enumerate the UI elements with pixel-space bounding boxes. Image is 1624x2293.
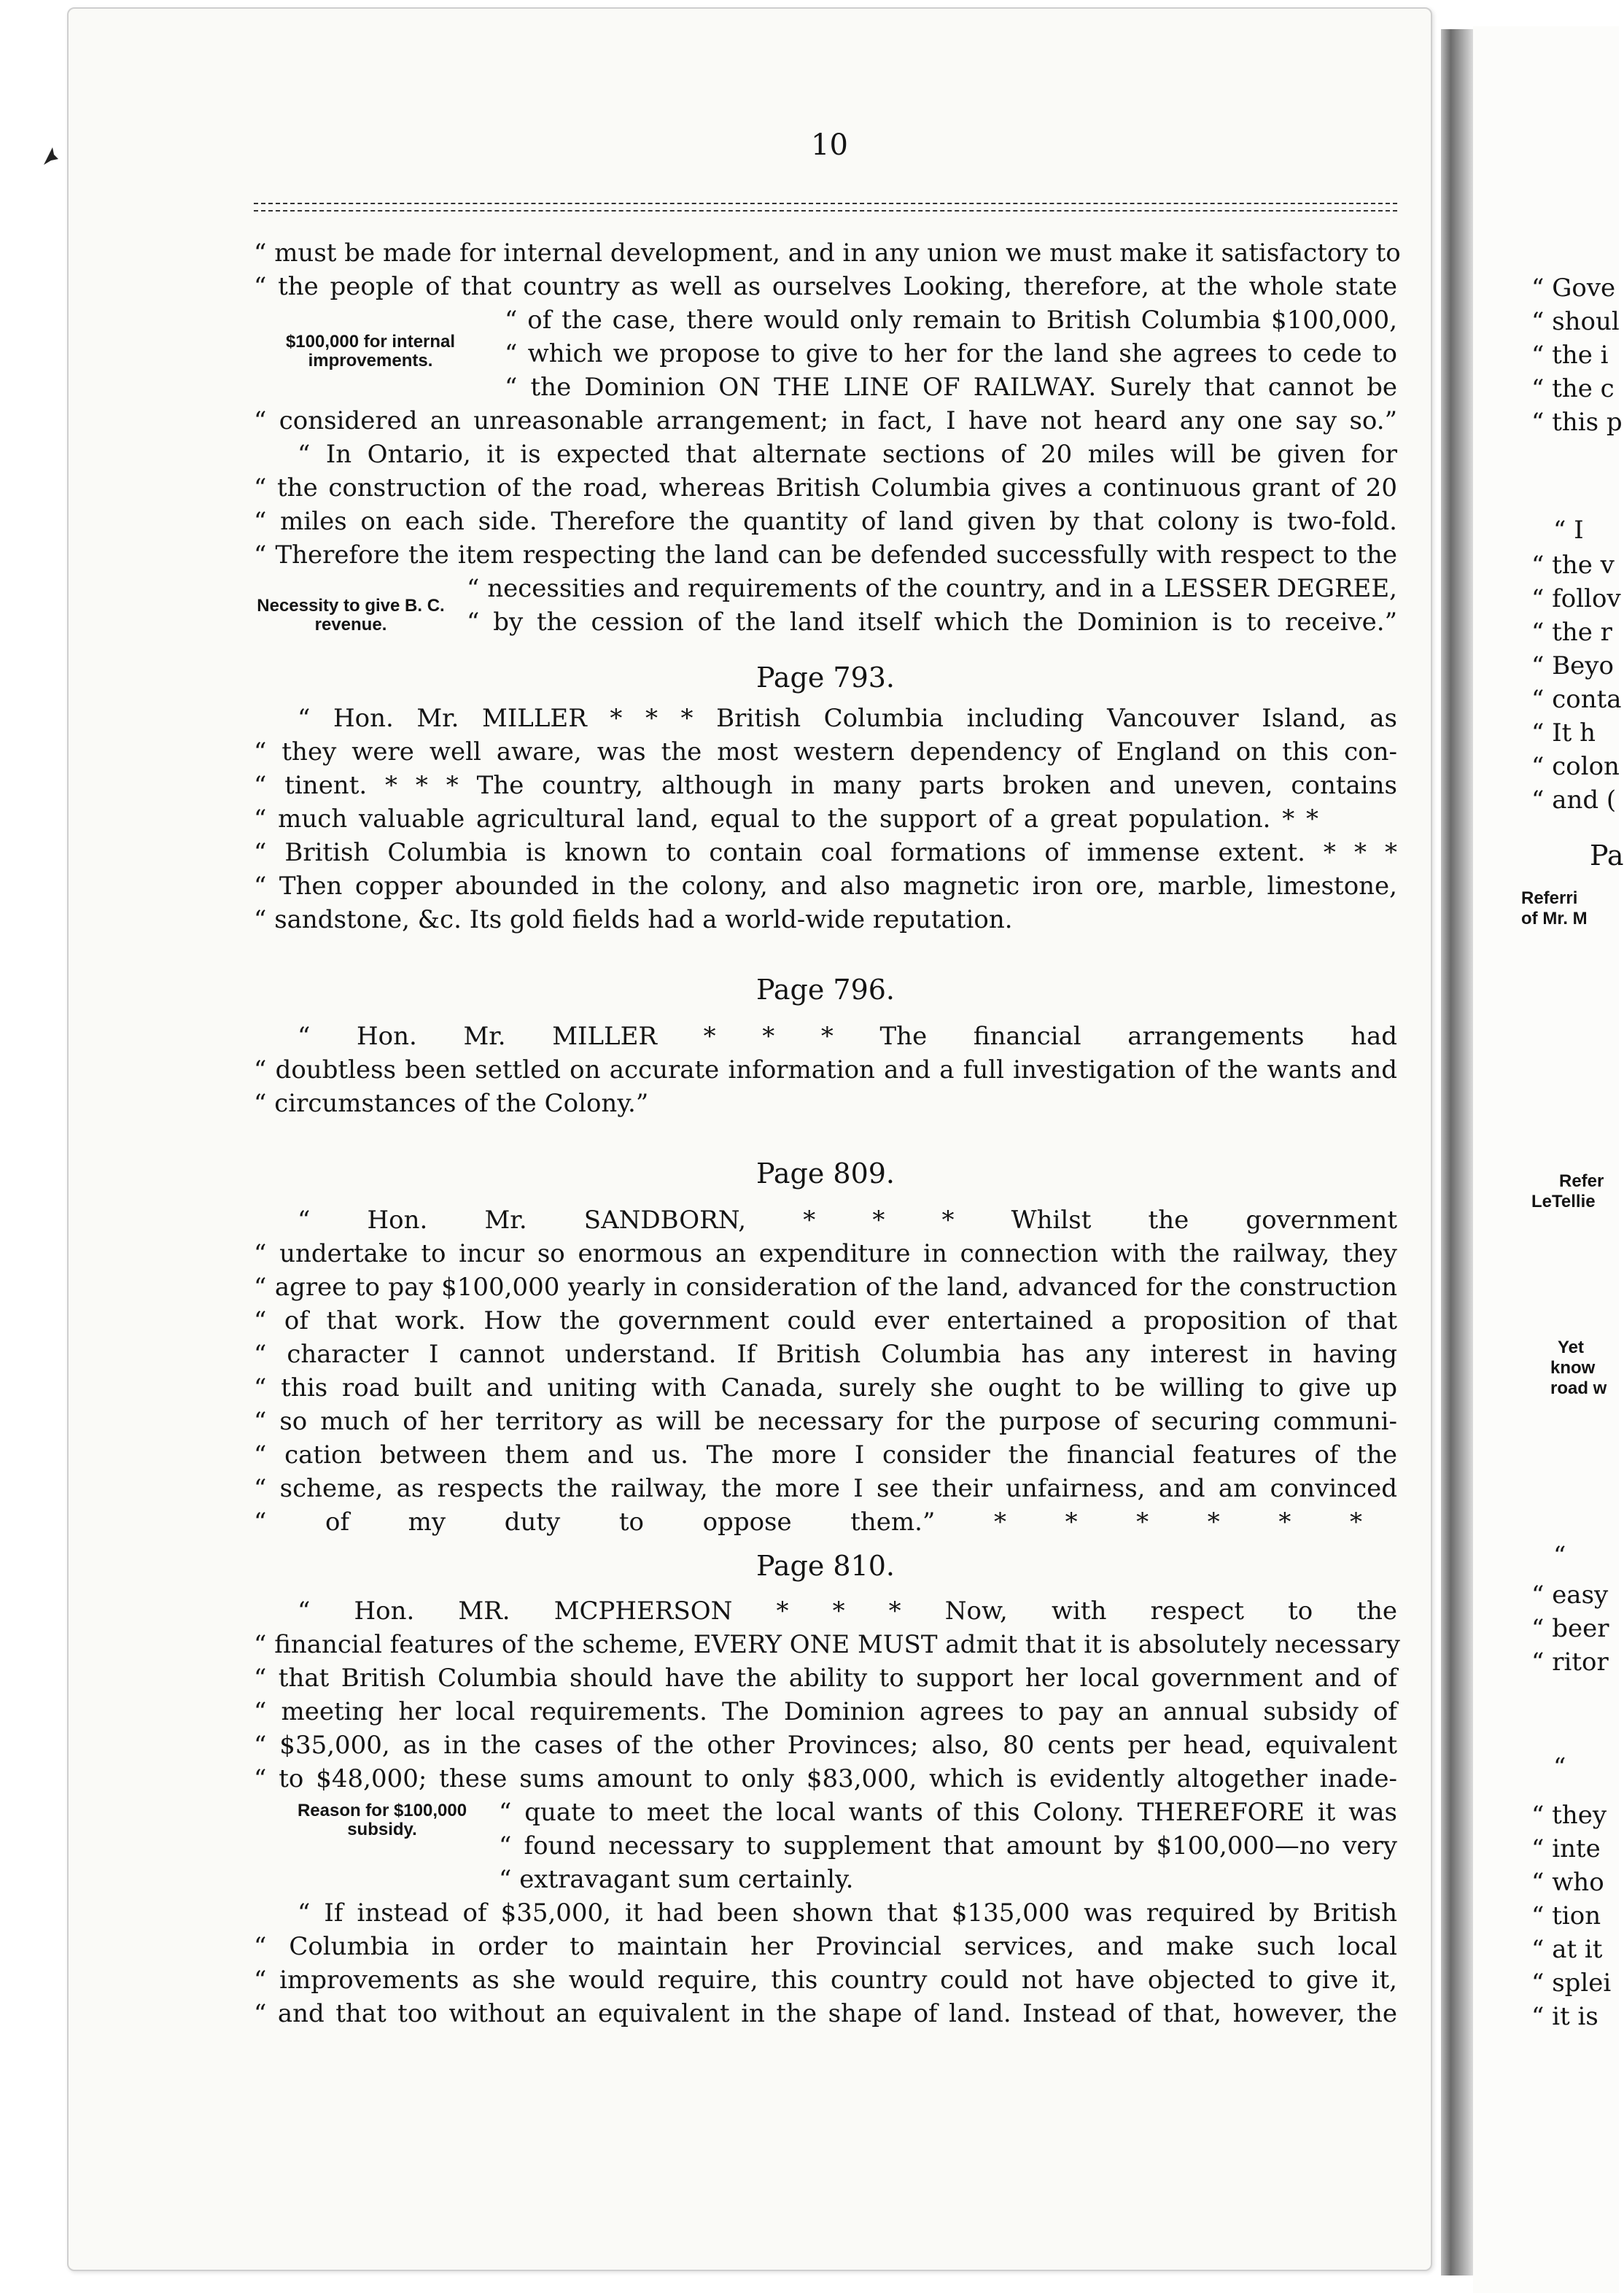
text-line: “ financial features of the scheme, EVERY ONE MUST admit that it is absolutely necessary (254, 1630, 1400, 1659)
adjacent-text: “ shoul (1531, 307, 1620, 336)
text-line: “ of my duty to oppose them.” * * * * * * (254, 1508, 1362, 1537)
text-line: “ by the cession of the land itself which the Dominion is to receive.” (467, 608, 1397, 637)
adjacent-text: “ (1553, 1753, 1566, 1782)
text-line: “ miles on each side. Therefore the quantity of land given by that colony is two-fold. (254, 507, 1397, 536)
adjacent-text: “ inte (1531, 1834, 1601, 1863)
adjacent-text: “ I (1553, 516, 1584, 545)
text-line: “ of that work. How the government could ever entertained a proposition of that (254, 1306, 1397, 1335)
page-number: 10 (811, 128, 848, 162)
text-line: “ quate to meet the local wants of this Colony. THEREFORE it was (499, 1798, 1397, 1827)
adjacent-text: “ follov (1531, 584, 1621, 613)
text-line: “ sandstone, &c. Its gold fields had a world-wide reputation. (254, 905, 1013, 934)
adjacent-text: “ tion (1531, 1901, 1601, 1931)
text-line: “ Then copper abounded in the colony, and also magnetic iron ore, marble, limestone, (254, 872, 1397, 901)
text-line: “ undertake to incur so enormous an expenditure in connection with the railway, they (254, 1239, 1397, 1268)
adjacent-heading: Pa (1590, 839, 1624, 872)
text-line: “ Hon. Mr. SANDBORN, * * * Whilst the government (298, 1206, 1397, 1235)
adjacent-text: “ the r (1531, 618, 1612, 647)
text-line: “ Hon. Mr. MILLER * * * The financial arrangements had (298, 1022, 1397, 1051)
text-line: “ to $48,000; these sums amount to only $83,000, which is evidently altogether inade- (254, 1764, 1397, 1793)
text-line: “ improvements as she would require, this country could not have objected to give it, (254, 1966, 1397, 1995)
adjacent-text: “ who (1531, 1868, 1604, 1897)
text-line: “ they were well aware, was the most western dependency of England on this con- (254, 737, 1397, 767)
text-line: “ extravagant sum certainly. (499, 1865, 854, 1894)
text-line: “ scheme, as respects the railway, the more I see their unfairness, and am convinced (254, 1474, 1397, 1503)
adjacent-text: “ the c (1531, 374, 1615, 403)
text-line: “ If instead of $35,000, it had been shown that $135,000 was required by British (298, 1898, 1397, 1928)
adjacent-text: “ easy (1531, 1580, 1609, 1610)
text-line: “ much valuable agricultural land, equal to the support of a great population. * * (254, 804, 1318, 834)
text-line: “ character I cannot understand. If British Columbia has any interest in having (254, 1340, 1397, 1369)
text-line: “ the Dominion ON THE LINE OF RAILWAY. Surely that cannot be (505, 373, 1397, 402)
text-line: “ and that too without an equivalent in the shape of land. Instead of that, however, the (254, 1999, 1397, 2028)
text-line: “ so much of her territory as will be necessary for the purpose of securing communi- (254, 1407, 1397, 1436)
text-line: “ In Ontario, it is expected that alternate sections of 20 miles will be given for (298, 440, 1397, 469)
adjacent-side-note: know (1550, 1358, 1596, 1378)
adjacent-text: “ beer (1531, 1614, 1609, 1643)
adjacent-side-note: Referri (1521, 888, 1578, 908)
adjacent-text: “ (1553, 1541, 1566, 1570)
text-line: “ this road built and uniting with Canada, surely she ought to be willing to give up (254, 1373, 1397, 1402)
adjacent-text: “ they (1531, 1801, 1607, 1830)
text-line: “ cation between them and us. The more I consider the financial features of the (254, 1440, 1397, 1470)
adjacent-text: “ splei (1531, 1968, 1612, 1998)
text-line: “ that British Columbia should have the ability to support her local government and of (254, 1664, 1397, 1693)
adjacent-text: “ ritor (1531, 1648, 1609, 1677)
text-line: “ British Columbia is known to contain coal formations of immense extent. * * * (254, 838, 1397, 867)
adjacent-text: “ the v (1531, 551, 1615, 580)
page-gutter-shadow (1441, 29, 1473, 2275)
side-note: Reason for $100,000 subsidy. (297, 1801, 467, 1839)
adjacent-text: “ at it (1531, 1935, 1603, 1964)
side-note: $100,000 for internal improvements. (285, 332, 456, 370)
adjacent-side-note: of Mr. M (1521, 909, 1588, 928)
adjacent-text: “ and ( (1531, 785, 1617, 815)
adjacent-text: “ It h (1531, 718, 1596, 748)
adjacent-text: “ conta (1531, 685, 1622, 714)
side-note: Necessity to give B. C. revenue. (257, 596, 445, 635)
text-line: “ tinent. * * * The country, although in many parts broken and uneven, contains (254, 771, 1397, 800)
text-line: “ doubtless been settled on accurate information and a full investigation of the wants and (254, 1055, 1397, 1085)
header-rule-lower (254, 210, 1397, 212)
text-line: “ considered an unreasonable arrangement; in fact, I have not heard any one say so.” (254, 406, 1397, 435)
margin-ink-mark (41, 146, 61, 168)
adjacent-text: “ colon (1531, 752, 1620, 781)
adjacent-side-note: Yet (1558, 1338, 1585, 1357)
adjacent-text: “ it is (1531, 2002, 1598, 2031)
text-line: “ must be made for internal development, and in any union we must make it satisfactory to (254, 238, 1401, 268)
text-line: “ the construction of the road, whereas British Columbia gives a continuous grant of 20 (254, 473, 1397, 503)
adjacent-text: “ Beyo (1531, 651, 1614, 680)
text-line: “ meeting her local requirements. The Dominion agrees to pay an annual subsidy of (254, 1697, 1397, 1726)
adjacent-side-note: road w (1550, 1378, 1607, 1398)
text-line: “ the people of that country as well as ourselves Looking, therefore, at the whole state (254, 272, 1397, 301)
text-line: “ necessities and requirements of the country, and in a LESSER DEGREE, (467, 574, 1397, 603)
adjacent-side-note: Refer (1559, 1171, 1604, 1191)
adjacent-text: “ the i (1531, 341, 1609, 370)
text-line: “ agree to pay $100,000 yearly in consideration of the land, advanced for the construction (254, 1273, 1397, 1302)
text-line: “ Therefore the item respecting the land can be defended successfully with respect to the (254, 540, 1397, 570)
text-line: “ Hon. MR. MCPHERSON * * * Now, with respect to the (298, 1596, 1397, 1626)
adjacent-side-note: LeTellie (1531, 1192, 1596, 1211)
adjacent-text: “ this p (1531, 408, 1623, 437)
adjacent-text: “ Gove (1531, 273, 1616, 303)
section-heading: Page 796. (755, 974, 895, 1006)
section-heading: Page 810. (755, 1550, 895, 1582)
text-line: “ Columbia in order to maintain her Provincial services, and make such local (254, 1932, 1397, 1961)
text-line: “ $35,000, as in the cases of the other Provinces; also, 80 cents per head, equivalent (254, 1731, 1397, 1760)
section-heading: Page 809. (755, 1157, 895, 1190)
section-heading: Page 793. (755, 661, 895, 694)
text-line: “ which we propose to give to her for the land she agrees to cede to (505, 339, 1397, 368)
text-line: “ found necessary to supplement that amount by $100,000—no very (499, 1831, 1397, 1861)
header-rule (254, 203, 1397, 204)
text-line: “ circumstances of the Colony.” (254, 1089, 649, 1118)
text-line: “ Hon. Mr. MILLER * * * British Columbia including Vancouver Island, as (298, 704, 1397, 733)
text-line: “ of the case, there would only remain to British Columbia $100,000, (505, 306, 1397, 335)
